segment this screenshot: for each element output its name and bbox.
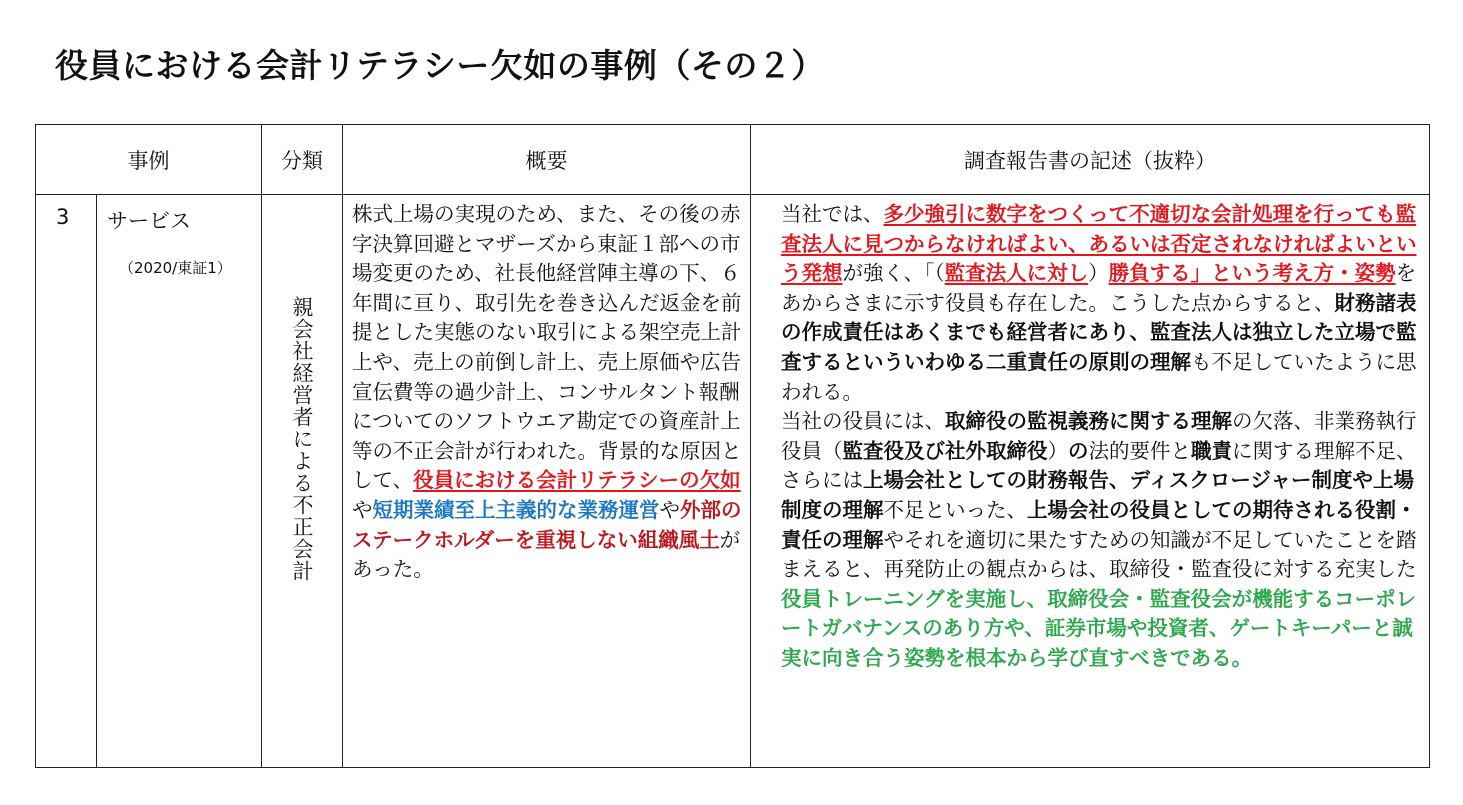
- case-table: [35, 124, 1430, 768]
- report-bold: 職責: [1191, 438, 1232, 463]
- report-text: に関する理解不足、さらには: [781, 438, 1417, 493]
- report-text: ）: [1088, 261, 1109, 286]
- report-bold: 上場会社の役員としての期待される役割・責任の理解: [781, 497, 1417, 552]
- report-bold: 財務諸表の作成責任はあくまでも経営者にあり、監査法人は独立した立場で監査するといういわゆる二重責任の原則の理解: [781, 290, 1417, 374]
- header-report: 調査報告書の記述（抜粋）: [751, 125, 1430, 195]
- report-bold: 監査役及び社外取締役: [842, 438, 1048, 463]
- report-highlight: 多少強引に数字をつくって不適切な会計処理を行っても監査法人に見つからなければよい、あるいは否定されなければよいという発想: [781, 202, 1417, 286]
- summary-highlight-shortterm: 短期業績至上主義的な業務運営: [372, 497, 660, 522]
- report-text: やそれを適切に果たすための知識が不足していたことを踏まえると、再発防止の観点からは、取締役・監査役に対する充実した: [781, 527, 1417, 582]
- case-number: 3: [36, 195, 97, 768]
- header-case: 事例: [36, 125, 262, 195]
- header-summary: 概要: [343, 125, 751, 195]
- report-text: 当社の役員には、: [781, 409, 945, 434]
- report-paragraph-2: [760, 407, 1421, 673]
- summary-cell: [343, 195, 751, 768]
- header-category: 分類: [262, 125, 343, 195]
- summary-text: や: [659, 497, 680, 522]
- summary-text: や: [352, 497, 373, 522]
- report-cell: [751, 195, 1430, 768]
- case-industry: サービス: [107, 209, 191, 233]
- summary-paragraph: [352, 200, 742, 585]
- header-row: [36, 125, 1430, 195]
- summary-highlight-literacy: 役員における会計リテラシーの欠如: [413, 468, 741, 493]
- report-highlight-green: 役員トレーニングを実施し、取締役会・監査役会が機能するコーポレートガバナンスのあり方や、証券市場や投資者、ゲートキーパーと誠実に向き合う姿勢を根本から学び直すべきである。: [781, 586, 1417, 670]
- case-year-market: （2020/東証1）: [119, 259, 232, 277]
- category-cell: [262, 195, 343, 768]
- report-bold: の: [1068, 438, 1089, 463]
- report-highlight: 監査法人に対し: [944, 261, 1089, 286]
- report-text: も不足していたように思われる。: [781, 349, 1417, 404]
- page-title: 役員における会計リテラシー欠如の事例（その２）: [55, 46, 825, 85]
- report-bold: 取締役の監視義務に関する理解: [945, 409, 1232, 434]
- summary-text: 株式上場の実現のため、また、その後の赤字決算回避とマザーズから東証１部への市場変更のため、社長他経営陣主導の下、６年間に亘り、取引先を巻き込んだ返金を前提とした実態のない取引による架空売上計上や、売上の前倒し計上、売上原価や広告宣伝費等の過少計上、コンサルタント報酬についてのソフトウエア勘定での資産計上等の不正会計が行われた。背景的な原因として、: [352, 202, 742, 493]
- summary-highlight-culture: 外部のステークホルダーを重視しない組織風土: [352, 497, 742, 552]
- report-text: の欠落、非業務執行役員（: [781, 409, 1417, 463]
- report-text: 不足といった、: [883, 497, 1027, 522]
- category-text: 親会社経営者による不正会計: [290, 296, 314, 582]
- report-text: 当社では、: [781, 202, 884, 226]
- report-text: が強く、「（: [842, 261, 945, 286]
- report-paragraph-1: [760, 200, 1421, 407]
- table-row: [36, 195, 1430, 768]
- report-highlight: 」という考え方・姿勢: [1190, 261, 1396, 286]
- summary-text: があった。: [352, 527, 741, 582]
- case-industry-cell: [97, 195, 262, 768]
- report-highlight: 勝負する: [1108, 261, 1191, 286]
- report-text: ）: [1047, 438, 1068, 463]
- report-text: をあからさまに示す役員も存在した。こうした点からすると、: [781, 261, 1417, 315]
- report-text: 法的要件と: [1088, 438, 1191, 463]
- report-bold: 上場会社としての財務報告、ディスクロージャー制度や上場制度の理解: [781, 468, 1415, 522]
